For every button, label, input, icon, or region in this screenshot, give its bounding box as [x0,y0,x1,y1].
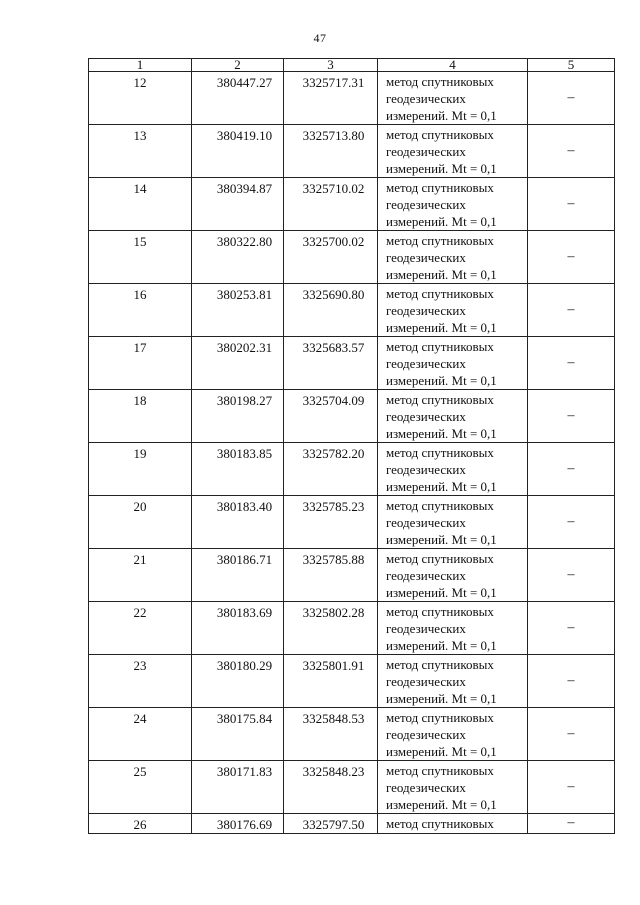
page-number: 47 [313,31,327,45]
method-line: метод спутниковых [386,74,494,89]
table-row [89,231,615,284]
method-line: геодезических [386,144,466,159]
note-cell: – [528,125,615,178]
note-cell: – [528,549,615,602]
y-coordinate-cell: 3325848.23 [284,761,378,814]
method-line: геодезических [386,250,466,265]
method-line: измерений. Mt = 0,1 [386,585,497,600]
point-number-cell: 23 [89,655,192,708]
method-line: измерений. Mt = 0,1 [386,267,497,282]
note-cell: – [528,284,615,337]
table-row [89,549,615,602]
method-line: геодезических [386,568,466,583]
y-coordinate-cell: 3325713.80 [284,125,378,178]
method-line: метод спутниковых [386,551,494,566]
y-coordinate-cell: 3325785.88 [284,549,378,602]
method-line: измерений. Mt = 0,1 [386,373,497,388]
coordinates-table [88,58,615,834]
point-number-cell: 14 [89,178,192,231]
point-number-cell: 26 [89,814,192,834]
y-coordinate-cell: 3325801.91 [284,655,378,708]
x-coordinate-cell: 380183.69 [192,602,284,655]
point-number-cell: 25 [89,761,192,814]
method-cell [378,814,528,834]
table-row [89,390,615,443]
note-cell: – [528,602,615,655]
method-line: метод спутниковых [386,286,494,301]
method-line: измерений. Mt = 0,1 [386,108,497,123]
table-body [89,72,615,834]
method-line: измерений. Mt = 0,1 [386,532,497,547]
x-coordinate-cell: 380180.29 [192,655,284,708]
x-coordinate-cell: 380322.80 [192,231,284,284]
note-cell: – [528,761,615,814]
method-cell [378,337,528,390]
header-col-3: 3 [284,59,378,72]
method-line: метод спутниковых [386,604,494,619]
method-line: метод спутниковых [386,127,494,142]
point-number-cell: 24 [89,708,192,761]
point-number-cell: 19 [89,443,192,496]
method-line: геодезических [386,409,466,424]
table-row [89,178,615,231]
method-line: метод спутниковых [386,339,494,354]
table-row [89,496,615,549]
method-line: геодезических [386,515,466,530]
table-row [89,814,615,834]
point-number-cell: 16 [89,284,192,337]
method-line: метод спутниковых [386,710,494,725]
note-cell: – [528,655,615,708]
method-line: метод спутниковых [386,233,494,248]
note-cell: – [528,337,615,390]
method-line: геодезических [386,356,466,371]
method-cell [378,443,528,496]
method-cell [378,390,528,443]
y-coordinate-cell: 3325690.80 [284,284,378,337]
y-coordinate-cell: 3325717.31 [284,72,378,125]
method-line: метод спутниковых [386,657,494,672]
header-col-4: 4 [378,59,528,72]
note-cell: – [528,231,615,284]
method-cell [378,231,528,284]
x-coordinate-cell: 380253.81 [192,284,284,337]
method-line: измерений. Mt = 0,1 [386,214,497,229]
method-line: метод спутниковых [386,498,494,513]
table-row [89,284,615,337]
table-row [89,761,615,814]
table-row [89,708,615,761]
y-coordinate-cell: 3325710.02 [284,178,378,231]
table-row [89,602,615,655]
method-line: измерений. Mt = 0,1 [386,161,497,176]
method-line: измерений. Mt = 0,1 [386,320,497,335]
method-line: геодезических [386,727,466,742]
method-line: измерений. Mt = 0,1 [386,744,497,759]
x-coordinate-cell: 380175.84 [192,708,284,761]
method-cell [378,708,528,761]
note-cell: – [528,390,615,443]
method-line: геодезических [386,462,466,477]
point-number-cell: 21 [89,549,192,602]
x-coordinate-cell: 380198.27 [192,390,284,443]
y-coordinate-cell: 3325782.20 [284,443,378,496]
method-line: геодезических [386,621,466,636]
x-coordinate-cell: 380183.40 [192,496,284,549]
y-coordinate-cell: 3325848.53 [284,708,378,761]
method-cell [378,549,528,602]
point-number-cell: 22 [89,602,192,655]
point-number-cell: 15 [89,231,192,284]
method-line: измерений. Mt = 0,1 [386,426,497,441]
method-cell [378,125,528,178]
method-line: метод спутниковых [386,392,494,407]
y-coordinate-cell: 3325785.23 [284,496,378,549]
note-cell: – [528,443,615,496]
note-cell: – [528,814,615,834]
method-line: измерений. Mt = 0,1 [386,479,497,494]
method-cell [378,602,528,655]
method-line: метод спутниковых [386,445,494,460]
method-line: геодезических [386,780,466,795]
table-row [89,125,615,178]
method-line: измерений. Mt = 0,1 [386,691,497,706]
method-line: измерений. Mt = 0,1 [386,638,497,653]
method-line: геодезических [386,674,466,689]
note-cell: – [528,178,615,231]
method-line: измерений. Mt = 0,1 [386,797,497,812]
point-number-cell: 12 [89,72,192,125]
method-line: геодезических [386,91,466,106]
method-line: метод спутниковых [386,816,494,831]
x-coordinate-cell: 380176.69 [192,814,284,834]
point-number-cell: 17 [89,337,192,390]
method-cell [378,284,528,337]
method-cell [378,761,528,814]
method-cell [378,496,528,549]
method-line: метод спутниковых [386,763,494,778]
point-number-cell: 18 [89,390,192,443]
x-coordinate-cell: 380447.27 [192,72,284,125]
table-row [89,655,615,708]
y-coordinate-cell: 3325802.28 [284,602,378,655]
x-coordinate-cell: 380394.87 [192,178,284,231]
table-row [89,443,615,496]
point-number-cell: 20 [89,496,192,549]
method-line: геодезических [386,197,466,212]
method-line: геодезических [386,303,466,318]
note-cell: – [528,708,615,761]
header-col-2: 2 [192,59,284,72]
y-coordinate-cell: 3325683.57 [284,337,378,390]
point-number-cell: 13 [89,125,192,178]
x-coordinate-cell: 380183.85 [192,443,284,496]
table-row [89,72,615,125]
header-col-5: 5 [528,59,615,72]
header-col-1: 1 [89,59,192,72]
method-line: метод спутниковых [386,180,494,195]
method-cell [378,655,528,708]
x-coordinate-cell: 380202.31 [192,337,284,390]
x-coordinate-cell: 380171.83 [192,761,284,814]
y-coordinate-cell: 3325700.02 [284,231,378,284]
x-coordinate-cell: 380419.10 [192,125,284,178]
y-coordinate-cell: 3325704.09 [284,390,378,443]
note-cell: – [528,496,615,549]
table-row [89,337,615,390]
method-cell [378,178,528,231]
x-coordinate-cell: 380186.71 [192,549,284,602]
note-cell: – [528,72,615,125]
y-coordinate-cell: 3325797.50 [284,814,378,834]
method-cell [378,72,528,125]
table-header-row [89,59,615,72]
